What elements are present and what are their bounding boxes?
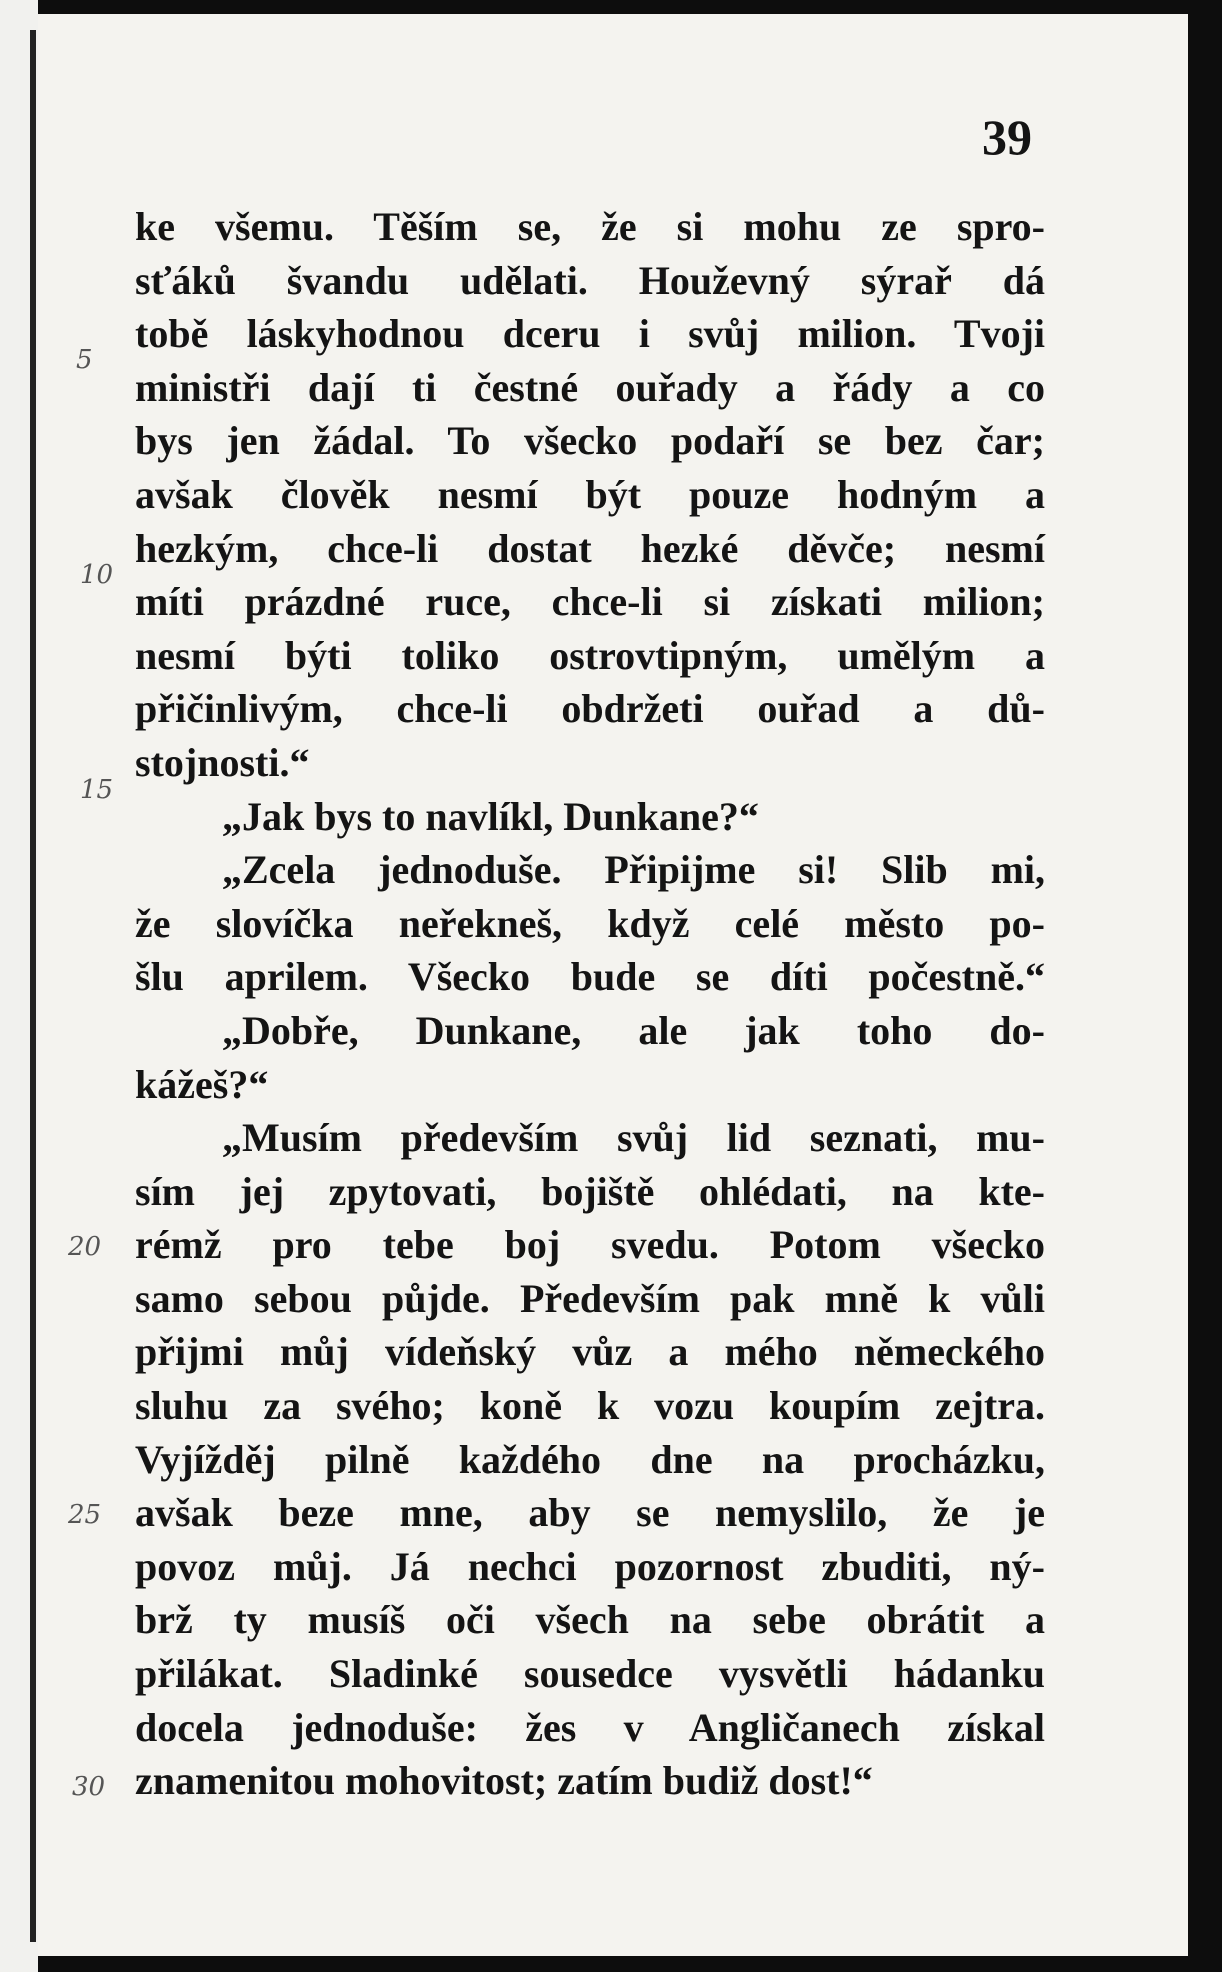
text-line: přilákat. Sladinké sousedce vysvětli hádanku	[135, 1651, 1045, 1697]
text-line: rémž pro tebe boj svedu. Potom všecko	[135, 1222, 1045, 1268]
margin-note-5: 5	[76, 345, 93, 375]
text-line: „Jak bys to navlíkl, Dunkane?“	[222, 793, 759, 839]
margin-note-10: 10	[80, 560, 114, 590]
text-line: povoz můj. Já nechci pozornost zbuditi, ný-	[135, 1543, 1045, 1589]
body-text	[135, 200, 1045, 1808]
text-line: že slovíčka neřekneš, když celé město po-	[135, 900, 1045, 946]
text-line: sím jej zpytovati, bojiště ohlédati, na kte-	[135, 1168, 1045, 1214]
text-line: přijmi můj vídeňský vůz a mého německého	[135, 1329, 1045, 1375]
text-line: ministři dají ti čestné ouřady a řády a co	[135, 364, 1045, 410]
text-line: míti prázdné ruce, chce-li si získati milion;	[135, 579, 1045, 625]
text-line: šlu aprilem. Všecko bude se díti počestně.“	[135, 954, 1045, 1000]
text-line: kážeš?“	[135, 1061, 269, 1107]
margin-line-numbers	[0, 0, 135, 1972]
text-line: sluhu za svého; koně k vozu koupím zejtra.	[135, 1383, 1045, 1429]
margin-note-20: 20	[68, 1232, 102, 1262]
text-line: ke všemu. Těším se, že si mohu ze spro-	[135, 204, 1045, 249]
text-line: bys jen žádal. To všecko podaří se bez čar;	[135, 418, 1045, 464]
text-line: tobě láskyhodnou dceru i svůj milion. Tvoji	[135, 311, 1045, 357]
text-line: „Dobře, Dunkane, ale jak toho do-	[222, 1007, 1045, 1053]
text-line: avšak člověk nesmí být pouze hodným a	[135, 471, 1045, 517]
margin-note-25: 25	[68, 1500, 102, 1530]
text-line: stojnosti.“	[135, 739, 310, 785]
margin-note-30: 30	[72, 1772, 106, 1802]
text-line: přičinlivým, chce-li obdržeti ouřad a dů-	[135, 686, 1045, 732]
margin-note-15: 15	[80, 775, 114, 805]
text-line: avšak beze mne, aby se nemyslilo, že je	[135, 1490, 1045, 1536]
text-line: nesmí býti toliko ostrovtipným, umělým a	[135, 632, 1045, 678]
text-line: hezkým, chce-li dostat hezké děvče; nesmí	[135, 525, 1045, 571]
page-number: 39	[982, 109, 1032, 165]
text-line: „Musím především svůj lid seznati, mu-	[222, 1115, 1045, 1161]
text-line: samo sebou půjde. Především pak mně k vůli	[135, 1275, 1045, 1321]
text-line: znamenitou mohovitost; zatím budiž dost!“	[135, 1758, 873, 1804]
text-line: sťáků švandu udělati. Houževný sýrař dá	[135, 257, 1045, 303]
text-line: brž ty musíš oči všech na sebe obrátit a	[135, 1597, 1045, 1643]
text-line: docela jednoduše: žes v Angličanech získal	[135, 1704, 1045, 1750]
text-line: „Zcela jednoduše. Připijme si! Slib mi,	[222, 847, 1045, 893]
text-line: Vyjížděj pilně každého dne na procházku,	[135, 1436, 1045, 1482]
